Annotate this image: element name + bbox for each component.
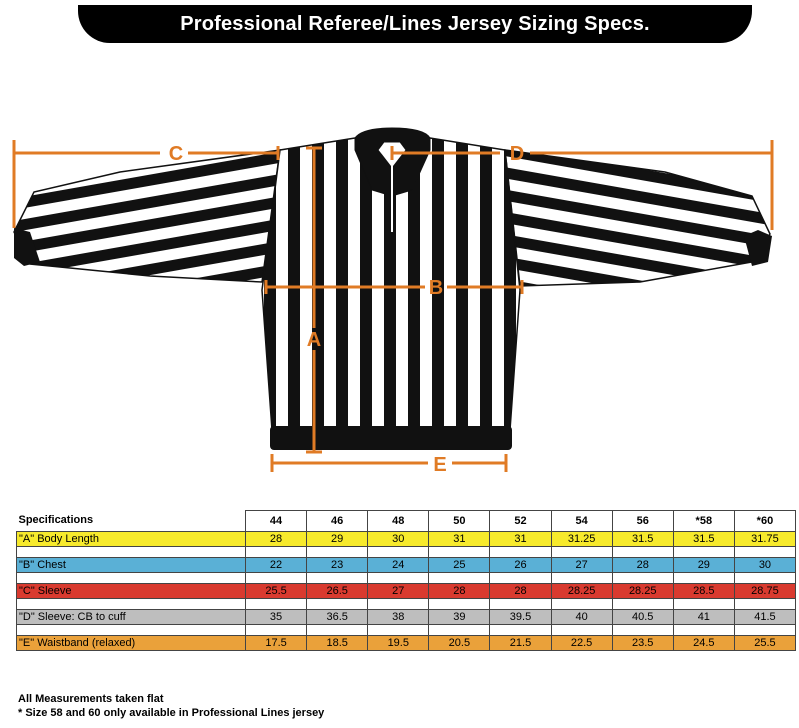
table-cell: 29 bbox=[673, 558, 734, 573]
right-sleeve bbox=[505, 150, 770, 286]
row-label: "C" Sleeve bbox=[17, 584, 246, 599]
table-cell: 28 bbox=[612, 558, 673, 573]
table-cell: 28.75 bbox=[734, 584, 795, 599]
header-label: Specifications bbox=[18, 514, 94, 527]
table-cell: 30 bbox=[734, 558, 795, 573]
table-cell: 28 bbox=[246, 532, 307, 547]
measure-label-c: C bbox=[168, 143, 184, 165]
table-spacer bbox=[17, 599, 796, 610]
table-row-body-length bbox=[17, 532, 796, 547]
table-cell: 27 bbox=[551, 558, 612, 573]
table-cell: 41 bbox=[673, 610, 734, 625]
table-cell: 29 bbox=[307, 532, 368, 547]
table-cell: 28 bbox=[429, 584, 490, 599]
table-cell: 38 bbox=[368, 610, 429, 625]
table-cell: 23 bbox=[307, 558, 368, 573]
table-spacer bbox=[17, 625, 796, 636]
table-spacer bbox=[17, 573, 796, 584]
table-cell: 19.5 bbox=[368, 636, 429, 651]
table-row-sleeve bbox=[17, 584, 796, 599]
waistband bbox=[270, 426, 512, 450]
table-cell: 28.25 bbox=[612, 584, 673, 599]
table-row-waistband bbox=[17, 636, 796, 651]
table-cell: 31 bbox=[429, 532, 490, 547]
table-cell: 31.25 bbox=[551, 532, 612, 547]
table-cell: 31.75 bbox=[734, 532, 795, 547]
table-cell: 41.5 bbox=[734, 610, 795, 625]
row-label: "D" Sleeve: CB to cuff bbox=[17, 610, 246, 625]
table-cell: 39.5 bbox=[490, 610, 551, 625]
note-measurement: All Measurements taken flat bbox=[18, 693, 164, 705]
left-sleeve bbox=[14, 150, 280, 282]
page-title: Professional Referee/Lines Jersey Sizing Specs. bbox=[180, 12, 650, 35]
table-cell: 31.5 bbox=[673, 532, 734, 547]
table-cell: 27 bbox=[368, 584, 429, 599]
table-cell: 35 bbox=[246, 610, 307, 625]
size-header: *60 bbox=[734, 511, 795, 532]
size-header: 56 bbox=[612, 511, 673, 532]
note-size-availability: * Size 58 and 60 only available in Professional Lines jersey bbox=[18, 707, 325, 719]
size-header: 48 bbox=[368, 511, 429, 532]
size-header: 44 bbox=[246, 511, 307, 532]
footnotes bbox=[18, 692, 324, 720]
table-cell: 20.5 bbox=[429, 636, 490, 651]
table-cell: 31 bbox=[490, 532, 551, 547]
measure-label-a: A bbox=[306, 329, 322, 351]
table-row-chest bbox=[17, 558, 796, 573]
size-header: *58 bbox=[673, 511, 734, 532]
table-cell: 17.5 bbox=[246, 636, 307, 651]
measure-label-d: D bbox=[509, 143, 525, 165]
table-cell: 28 bbox=[490, 584, 551, 599]
measure-label-b: B bbox=[428, 277, 444, 299]
table-cell: 25.5 bbox=[734, 636, 795, 651]
size-header: 54 bbox=[551, 511, 612, 532]
table-cell: 28.25 bbox=[551, 584, 612, 599]
table-cell: 40.5 bbox=[612, 610, 673, 625]
measure-label-e: E bbox=[433, 454, 447, 476]
table-cell: 22.5 bbox=[551, 636, 612, 651]
table-cell: 24.5 bbox=[673, 636, 734, 651]
table-cell: 36.5 bbox=[307, 610, 368, 625]
row-label: "E" Waistband (relaxed) bbox=[17, 636, 246, 651]
table-cell: 40 bbox=[551, 610, 612, 625]
table-cell: 31.5 bbox=[612, 532, 673, 547]
table-cell: 21.5 bbox=[490, 636, 551, 651]
size-header: 46 bbox=[307, 511, 368, 532]
table-cell: 25 bbox=[429, 558, 490, 573]
table-spacer bbox=[17, 547, 796, 558]
row-label: "B" Chest bbox=[17, 558, 246, 573]
sizing-spec-table bbox=[16, 510, 796, 651]
table-cell: 23.5 bbox=[612, 636, 673, 651]
table-row-sleeve-cb-to-cuff bbox=[17, 610, 796, 625]
table-header-row bbox=[17, 511, 796, 532]
table-cell: 24 bbox=[368, 558, 429, 573]
table-cell: 28.5 bbox=[673, 584, 734, 599]
table-cell: 18.5 bbox=[307, 636, 368, 651]
table-cell: 30 bbox=[368, 532, 429, 547]
table-cell: 25.5 bbox=[246, 584, 307, 599]
size-header: 52 bbox=[490, 511, 551, 532]
table-cell: 26 bbox=[490, 558, 551, 573]
size-header: 50 bbox=[429, 511, 490, 532]
table-cell: 22 bbox=[246, 558, 307, 573]
table-cell: 26.5 bbox=[307, 584, 368, 599]
table-cell: 39 bbox=[429, 610, 490, 625]
row-label: "A" Body Length bbox=[17, 532, 246, 547]
